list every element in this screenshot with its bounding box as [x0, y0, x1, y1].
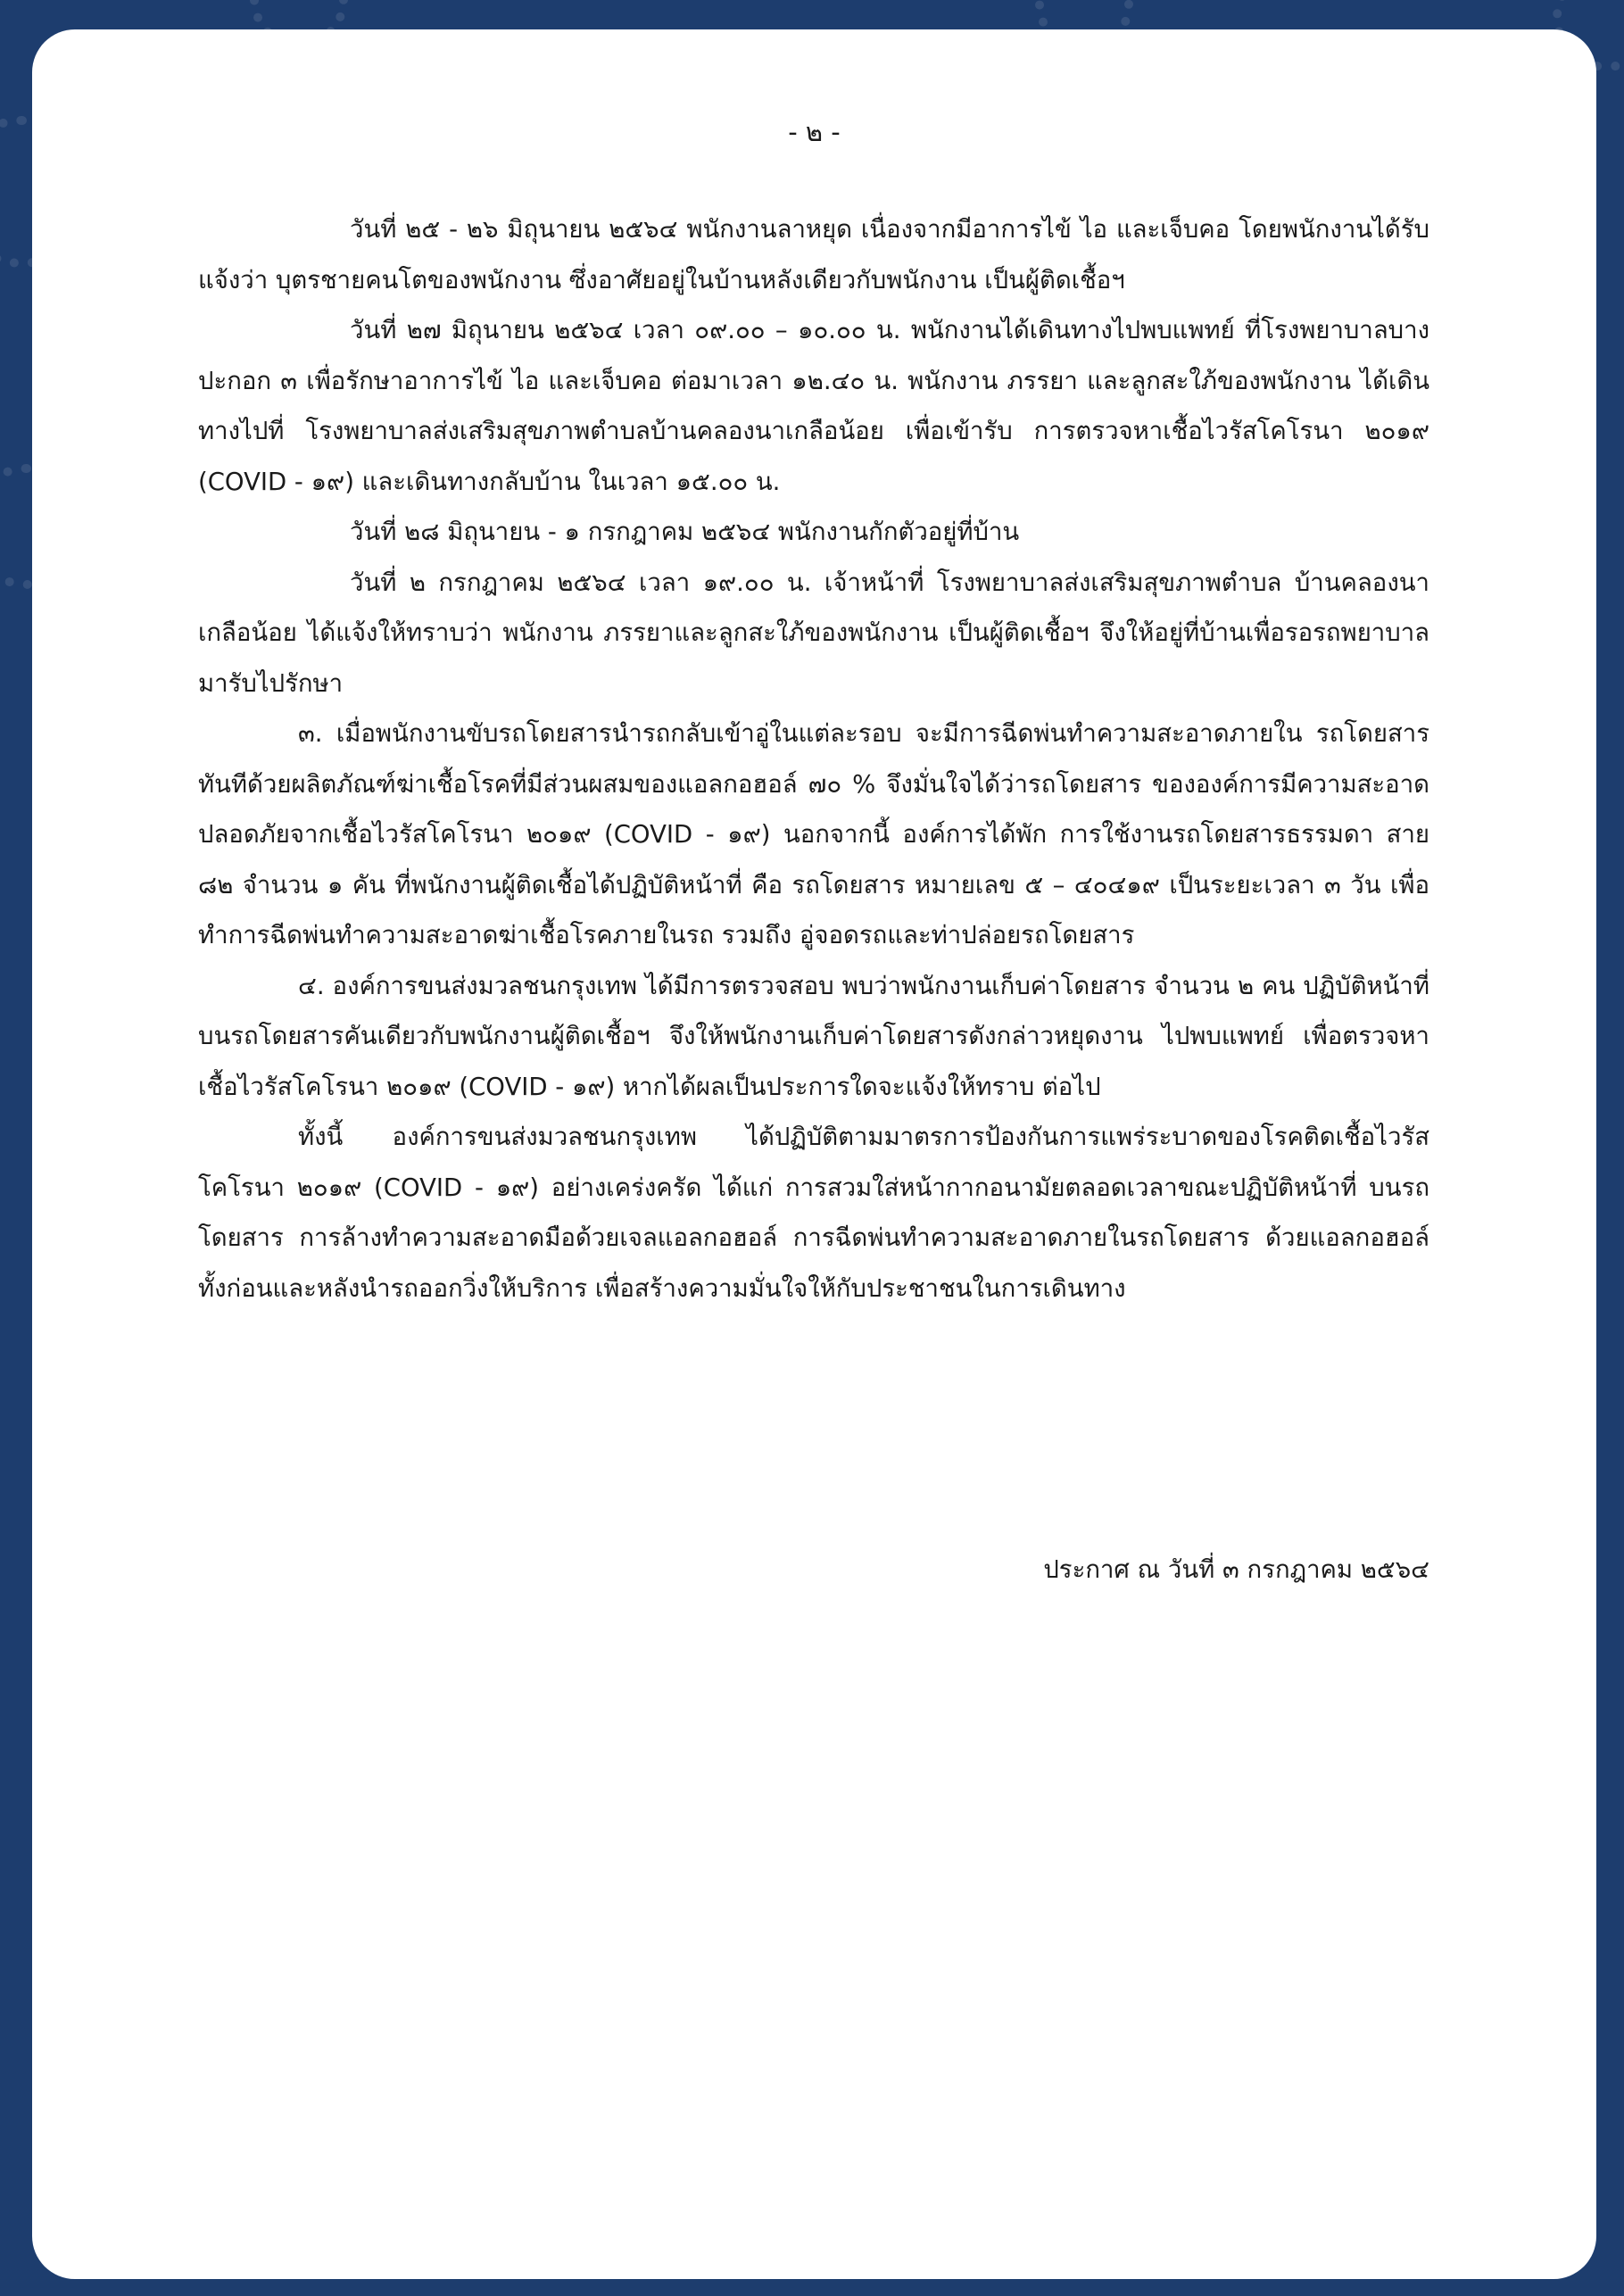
- announcement-date: ประกาศ ณ วันที่ ๓ กรกฎาคม ๒๕๖๔: [1043, 1555, 1429, 1584]
- paragraph-preventive-measures: ทั้งนี้ องค์การขนส่งมวลชนกรุงเทพ ได้ปฏิบัติตามมาตรการป้องกันการแพร่ระบาดของโรคติดเชื้อไวรัส โคโรนา ๒๐๑๙ (COVID - ๑๙) อย่างเคร่งครัด ได้แก่ การสวมใส่หน้ากากอนามัยตลอดเวลาขณะปฏิบัติหน้าที่ บนรถโดยสาร การล้างทำความสะอาดมือด้วยเจลแอลกอฮอล์ การฉีดพ่นทำความสะอาดภายในรถโดยสาร ด้วยแอลกอฮอล์ ทั้งก่อนและหลังนำรถออกวิ่งให้บริการ เพื่อสร้างความมั่นใจให้กับประชาชนในการเดินทาง: [198, 1123, 1429, 1303]
- document-body: [198, 204, 1429, 1314]
- paragraph-june-25-26: วันที่ ๒๕ - ๒๖ มิถุนายน ๒๕๖๔ พนักงานลาหยุด เนื่องจากมีอาการไข้ ไอ และเจ็บคอ โดยพนักงานได้รับแจ้งว่า บุตรชายคนโตของพนักงาน ซึ่งอาศัยอยู่ในบ้านหลังเดียวกับพนักงาน เป็นผู้ติดเชื้อฯ: [198, 215, 1429, 294]
- paragraph-quarantine: วันที่ ๒๘ มิถุนายน - ๑ กรกฎาคม ๒๕๖๔ พนักงานกักตัวอยู่ที่บ้าน: [350, 518, 1020, 546]
- paragraph-item-3-disinfection: ๓. เมื่อพนักงานขับรถโดยสารนำรถกลับเข้าอู่ในแต่ละรอบ จะมีการฉีดพ่นทำความสะอาดภายใน รถโดยสารทันทีด้วยผลิตภัณฑ์ฆ่าเชื้อโรคที่มีส่วนผสมของแอลกอฮอล์ ๗๐ % จึงมั่นใจได้ว่ารถโดยสาร ขององค์การมีความสะอาด ปลอดภัยจากเชื้อไวรัสโคโรนา ๒๐๑๙ (COVID - ๑๙) นอกจากนี้ องค์การได้พัก การใช้งานรถโดยสารธรรมดา สาย ๘๒ จำนวน ๑ คัน ที่พนักงานผู้ติดเชื้อได้ปฏิบัติหน้าที่ คือ รถโดยสาร หมายเลข ๕ – ๔๐๔๑๙ เป็นระยะเวลา ๓ วัน เพื่อทำการฉีดพ่นทำความสะอาดฆ่าเชื้อโรคภายในรถ รวมถึง อู่จอดรถและท่าปล่อยรถโดยสาร: [198, 719, 1429, 949]
- paragraph-item-4-fare-collectors: ๔. องค์การขนส่งมวลชนกรุงเทพ ได้มีการตรวจสอบ พบว่าพนักงานเก็บค่าโดยสาร จำนวน ๒ คน ปฏิบัติหน้าที่บนรถโดยสารคันเดียวกับพนักงานผู้ติดเชื้อฯ จึงให้พนักงานเก็บค่าโดยสารดังกล่าวหยุดงาน ไปพบแพทย์ เพื่อตรวจหาเชื้อไวรัสโคโรนา ๒๐๑๙ (COVID - ๑๙) หากได้ผลเป็นประการใดจะแจ้งให้ทราบ ต่อไป: [198, 971, 1429, 1101]
- document-page: [32, 29, 1596, 2279]
- paragraph-july-2: วันที่ ๒ กรกฎาคม ๒๕๖๔ เวลา ๑๙.๐๐ น. เจ้าหน้าที่ โรงพยาบาลส่งเสริมสุขภาพตำบล บ้านคลองนาเกลือน้อย ได้แจ้งให้ทราบว่า พนักงาน ภรรยาและลูกสะใภ้ของพนักงาน เป็นผู้ติดเชื้อฯ จึงให้อยู่ที่บ้านเพื่อรอรถพยาบาลมารับไปรักษา: [198, 568, 1429, 698]
- page-number: - ๒ -: [788, 117, 841, 147]
- paragraph-june-27: วันที่ ๒๗ มิถุนายน ๒๕๖๔ เวลา ๐๙.๐๐ – ๑๐.๐๐ น. พนักงานได้เดินทางไปพบแพทย์ ที่โรงพยาบาลบางปะกอก ๓ เพื่อรักษาอาการไข้ ไอ และเจ็บคอ ต่อมาเวลา ๑๒.๔๐ น. พนักงาน ภรรยา และลูกสะใภ้ของพนักงาน ได้เดินทางไปที่ โรงพยาบาลส่งเสริมสุขภาพตำบลบ้านคลองนาเกลือน้อย เพื่อเข้ารับ การตรวจหาเชื้อไวรัสโคโรนา ๒๐๑๙ (COVID - ๑๙) และเดินทางกลับบ้าน ในเวลา ๑๕.๐๐ น.: [198, 316, 1429, 496]
